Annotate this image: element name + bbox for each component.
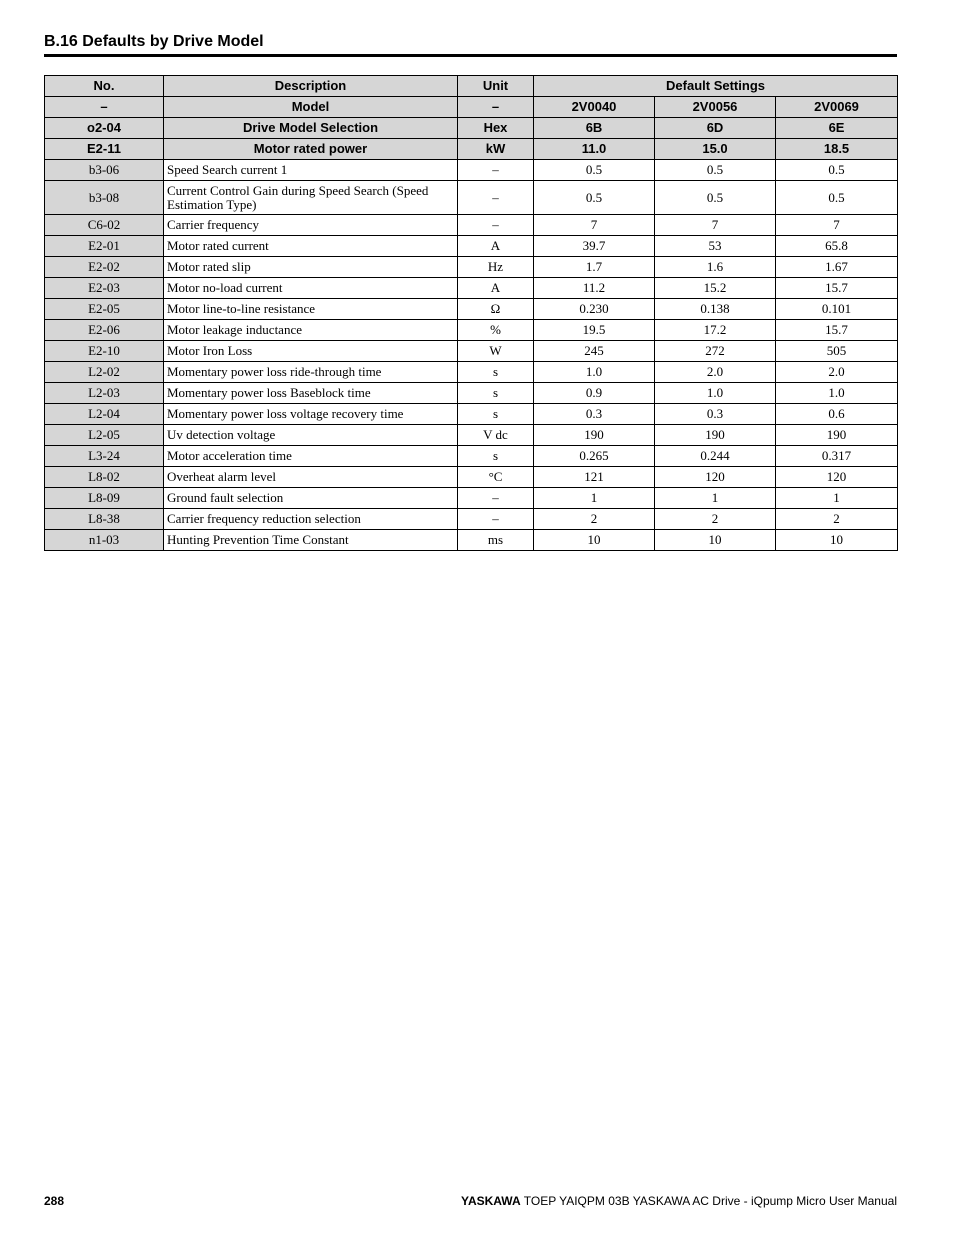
cell-value: 2 — [776, 509, 898, 530]
cell-unit: – — [458, 509, 534, 530]
cell-no: E2-05 — [45, 299, 164, 320]
cell-unit: V dc — [458, 425, 534, 446]
cell-unit: s — [458, 362, 534, 383]
cell-description: Speed Search current 1 — [164, 160, 458, 181]
title-rule — [44, 54, 897, 57]
cell-value: 0.317 — [776, 446, 898, 467]
cell-unit: W — [458, 341, 534, 362]
cell-value: 272 — [655, 341, 776, 362]
cell-description: Momentary power loss Baseblock time — [164, 383, 458, 404]
cell-value: 11.2 — [534, 278, 655, 299]
cell-value: 2V0040 — [534, 97, 655, 118]
cell-value: 0.5 — [534, 160, 655, 181]
table-row — [45, 362, 898, 383]
cell-no: E2-02 — [45, 257, 164, 278]
cell-value: 7 — [776, 215, 898, 236]
cell-unit: s — [458, 446, 534, 467]
cell-no: L2-05 — [45, 425, 164, 446]
cell-value: 0.3 — [655, 404, 776, 425]
cell-unit: – — [458, 160, 534, 181]
cell-unit: A — [458, 278, 534, 299]
cell-no: E2-03 — [45, 278, 164, 299]
cell-value: 11.0 — [534, 139, 655, 160]
page-number: 288 — [44, 1194, 65, 1208]
cell-no: E2-06 — [45, 320, 164, 341]
cell-no: n1-03 — [45, 530, 164, 551]
cell-value: 1.0 — [534, 362, 655, 383]
cell-unit: ms — [458, 530, 534, 551]
footer — [461, 1194, 897, 1208]
table-row — [45, 488, 898, 509]
cell-description: Carrier frequency reduction selection — [164, 509, 458, 530]
table-row — [45, 446, 898, 467]
cell-value: 53 — [655, 236, 776, 257]
cell-value: 10 — [534, 530, 655, 551]
table-row — [45, 530, 898, 551]
cell-no: L8-38 — [45, 509, 164, 530]
cell-value: 0.244 — [655, 446, 776, 467]
footer-text: TOEP YAIQPM 03B YASKAWA AC Drive - iQpump Micro User Manual — [523, 1194, 897, 1208]
table-row — [45, 320, 898, 341]
cell-value: 190 — [655, 425, 776, 446]
cell-value: 10 — [776, 530, 898, 551]
cell-no: C6-02 — [45, 215, 164, 236]
cell-value: 10 — [655, 530, 776, 551]
cell-description: Motor no-load current — [164, 278, 458, 299]
cell-unit: kW — [458, 139, 534, 160]
cell-description: Motor line-to-line resistance — [164, 299, 458, 320]
table-row — [45, 160, 898, 181]
cell-value: 505 — [776, 341, 898, 362]
cell-no: L3-24 — [45, 446, 164, 467]
table-header-row — [45, 139, 898, 160]
cell-no: E2-10 — [45, 341, 164, 362]
cell-no: E2-01 — [45, 236, 164, 257]
cell-value: 1 — [534, 488, 655, 509]
cell-value: 2.0 — [776, 362, 898, 383]
cell-no: L8-09 — [45, 488, 164, 509]
table-row — [45, 278, 898, 299]
cell-value: 6B — [534, 118, 655, 139]
cell-unit: s — [458, 383, 534, 404]
cell-value: 18.5 — [776, 139, 898, 160]
cell-value: 0.138 — [655, 299, 776, 320]
section-number: B.16 — [44, 33, 78, 50]
section-title — [44, 33, 264, 51]
cell-unit: s — [458, 404, 534, 425]
cell-unit: Hex — [458, 118, 534, 139]
cell-value: 0.5 — [655, 160, 776, 181]
cell-value: 2 — [655, 509, 776, 530]
cell-description: Momentary power loss ride-through time — [164, 362, 458, 383]
cell-value: 0.5 — [776, 181, 898, 215]
cell-value: 15.2 — [655, 278, 776, 299]
cell-no: L2-04 — [45, 404, 164, 425]
cell-description: Motor rated current — [164, 236, 458, 257]
cell-no: L8-02 — [45, 467, 164, 488]
table-row — [45, 181, 898, 215]
cell-value: 65.8 — [776, 236, 898, 257]
cell-description: Current Control Gain during Speed Search (Speed Estimation Type) — [164, 181, 458, 215]
cell-description: Motor rated slip — [164, 257, 458, 278]
table-row — [45, 404, 898, 425]
cell-value: 7 — [534, 215, 655, 236]
cell-value: 6E — [776, 118, 898, 139]
cell-value: 0.265 — [534, 446, 655, 467]
cell-value: 1.6 — [655, 257, 776, 278]
cell-value: 245 — [534, 341, 655, 362]
cell-value: 120 — [655, 467, 776, 488]
defaults-table — [44, 75, 898, 551]
cell-value: 0.6 — [776, 404, 898, 425]
cell-description: Hunting Prevention Time Constant — [164, 530, 458, 551]
cell-value: 121 — [534, 467, 655, 488]
cell-unit: Hz — [458, 257, 534, 278]
cell-value: 0.230 — [534, 299, 655, 320]
cell-description: Motor acceleration time — [164, 446, 458, 467]
table-body — [45, 76, 898, 551]
header-unit: Unit — [458, 76, 534, 97]
cell-value: 190 — [776, 425, 898, 446]
section-heading: Defaults by Drive Model — [82, 33, 264, 50]
cell-unit: – — [458, 215, 534, 236]
cell-value: 1 — [655, 488, 776, 509]
cell-description: Model — [164, 97, 458, 118]
cell-description: Uv detection voltage — [164, 425, 458, 446]
cell-unit: A — [458, 236, 534, 257]
header-no: No. — [45, 76, 164, 97]
table-header-row — [45, 76, 898, 97]
table-row — [45, 509, 898, 530]
cell-description: Drive Model Selection — [164, 118, 458, 139]
cell-value: 1 — [776, 488, 898, 509]
table-row — [45, 425, 898, 446]
table-header-row — [45, 97, 898, 118]
cell-value: 0.5 — [655, 181, 776, 215]
table-row — [45, 236, 898, 257]
cell-value: 2 — [534, 509, 655, 530]
table-row — [45, 383, 898, 404]
cell-value: 190 — [534, 425, 655, 446]
cell-description: Ground fault selection — [164, 488, 458, 509]
cell-unit: – — [458, 488, 534, 509]
cell-value: 2.0 — [655, 362, 776, 383]
cell-no: E2-11 — [45, 139, 164, 160]
table-row — [45, 299, 898, 320]
cell-unit: – — [458, 181, 534, 215]
cell-value: 0.9 — [534, 383, 655, 404]
table-row — [45, 341, 898, 362]
cell-no: o2-04 — [45, 118, 164, 139]
cell-value: 1.0 — [655, 383, 776, 404]
cell-description: Overheat alarm level — [164, 467, 458, 488]
cell-no: L2-02 — [45, 362, 164, 383]
cell-unit: % — [458, 320, 534, 341]
cell-value: 6D — [655, 118, 776, 139]
cell-value: 120 — [776, 467, 898, 488]
table-row — [45, 215, 898, 236]
cell-no: – — [45, 97, 164, 118]
cell-description: Motor rated power — [164, 139, 458, 160]
cell-value: 1.7 — [534, 257, 655, 278]
cell-value: 7 — [655, 215, 776, 236]
cell-value: 2V0056 — [655, 97, 776, 118]
header-default-settings: Default Settings — [534, 76, 898, 97]
cell-unit: Ω — [458, 299, 534, 320]
cell-value: 0.5 — [534, 181, 655, 215]
table-row — [45, 467, 898, 488]
cell-value: 1.67 — [776, 257, 898, 278]
cell-value: 0.101 — [776, 299, 898, 320]
cell-unit: – — [458, 97, 534, 118]
table-row — [45, 257, 898, 278]
cell-description: Carrier frequency — [164, 215, 458, 236]
cell-description: Motor Iron Loss — [164, 341, 458, 362]
header-description: Description — [164, 76, 458, 97]
cell-value: 15.7 — [776, 320, 898, 341]
cell-value: 19.5 — [534, 320, 655, 341]
cell-description: Motor leakage inductance — [164, 320, 458, 341]
cell-value: 15.0 — [655, 139, 776, 160]
footer-brand: YASKAWA — [461, 1194, 521, 1208]
cell-value: 1.0 — [776, 383, 898, 404]
cell-no: b3-08 — [45, 181, 164, 215]
cell-no: L2-03 — [45, 383, 164, 404]
cell-description: Momentary power loss voltage recovery time — [164, 404, 458, 425]
cell-value: 0.5 — [776, 160, 898, 181]
cell-no: b3-06 — [45, 160, 164, 181]
cell-value: 15.7 — [776, 278, 898, 299]
cell-value: 0.3 — [534, 404, 655, 425]
cell-value: 39.7 — [534, 236, 655, 257]
cell-unit: °C — [458, 467, 534, 488]
cell-value: 17.2 — [655, 320, 776, 341]
table-header-row — [45, 118, 898, 139]
cell-value: 2V0069 — [776, 97, 898, 118]
